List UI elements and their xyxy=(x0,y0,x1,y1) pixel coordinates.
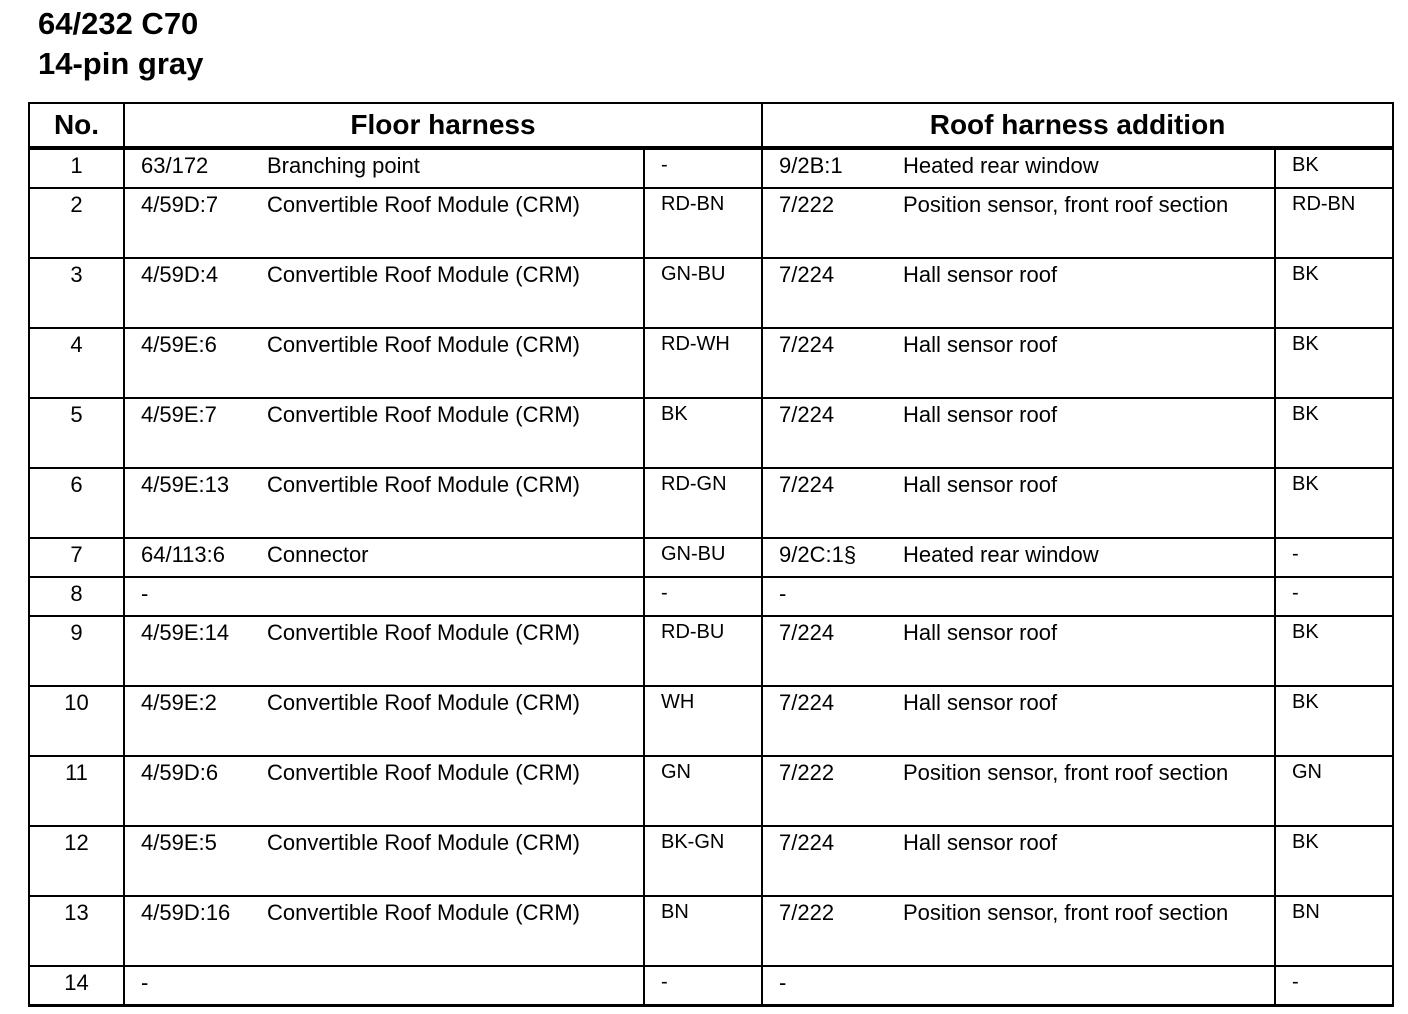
roof-code: 9/2C:1§ xyxy=(762,538,903,577)
table-row xyxy=(29,826,1393,896)
pin-number: 13 xyxy=(29,896,124,966)
roof-wire-color: BN xyxy=(1275,896,1393,966)
roof-wire-color: BK xyxy=(1275,826,1393,896)
roof-description: Heated rear window xyxy=(903,148,1275,188)
floor-wire-color: - xyxy=(644,966,762,1006)
header-roof-harness: Roof harness addition xyxy=(762,103,1393,148)
floor-code: 4/59D:7 xyxy=(124,188,267,258)
floor-wire-color: BN xyxy=(644,896,762,966)
table-row xyxy=(29,258,1393,328)
roof-wire-color: GN xyxy=(1275,756,1393,826)
header-row xyxy=(29,103,1393,148)
roof-code: 7/224 xyxy=(762,258,903,328)
pin-number: 5 xyxy=(29,398,124,468)
roof-code: 7/224 xyxy=(762,826,903,896)
floor-wire-color: RD-WH xyxy=(644,328,762,398)
floor-wire-color: GN xyxy=(644,756,762,826)
roof-description: Position sensor, front roof section xyxy=(903,896,1275,966)
floor-code: 4/59D:16 xyxy=(124,896,267,966)
floor-wire-color: GN-BU xyxy=(644,538,762,577)
floor-description: Convertible Roof Module (CRM) xyxy=(267,686,644,756)
floor-description xyxy=(267,966,644,1006)
roof-wire-color: BK xyxy=(1275,398,1393,468)
roof-wire-color: RD-BN xyxy=(1275,188,1393,258)
floor-code: 4/59E:5 xyxy=(124,826,267,896)
pin-number: 6 xyxy=(29,468,124,538)
table-row xyxy=(29,756,1393,826)
roof-wire-color: BK xyxy=(1275,686,1393,756)
roof-code: 7/224 xyxy=(762,328,903,398)
roof-wire-color: - xyxy=(1275,966,1393,1006)
table-row xyxy=(29,328,1393,398)
roof-description: Hall sensor roof xyxy=(903,686,1275,756)
roof-code: 7/222 xyxy=(762,188,903,258)
floor-description: Convertible Roof Module (CRM) xyxy=(267,258,644,328)
floor-description: Connector xyxy=(267,538,644,577)
floor-code: 64/113:6 xyxy=(124,538,267,577)
floor-wire-color: - xyxy=(644,148,762,188)
roof-description: Hall sensor roof xyxy=(903,616,1275,686)
table-row xyxy=(29,896,1393,966)
pin-table xyxy=(28,102,1394,1007)
roof-wire-color: BK xyxy=(1275,328,1393,398)
floor-wire-color: RD-BN xyxy=(644,188,762,258)
table-row xyxy=(29,398,1393,468)
floor-description: Convertible Roof Module (CRM) xyxy=(267,756,644,826)
floor-code: 4/59E:13 xyxy=(124,468,267,538)
floor-code: - xyxy=(124,577,267,616)
title-block xyxy=(38,4,203,84)
floor-code: 4/59E:6 xyxy=(124,328,267,398)
roof-description: Position sensor, front roof section xyxy=(903,188,1275,258)
header-no: No. xyxy=(29,103,124,148)
roof-description: Heated rear window xyxy=(903,538,1275,577)
roof-code: - xyxy=(762,577,903,616)
table-body xyxy=(29,148,1393,1006)
roof-description xyxy=(903,577,1275,616)
floor-wire-color: BK xyxy=(644,398,762,468)
roof-description: Hall sensor roof xyxy=(903,398,1275,468)
table-row xyxy=(29,616,1393,686)
connector-type: 14-pin gray xyxy=(38,46,204,81)
floor-code: - xyxy=(124,966,267,1006)
floor-wire-color: RD-GN xyxy=(644,468,762,538)
pin-number: 9 xyxy=(29,616,124,686)
roof-description: Hall sensor roof xyxy=(903,258,1275,328)
floor-description: Convertible Roof Module (CRM) xyxy=(267,896,644,966)
floor-description: Convertible Roof Module (CRM) xyxy=(267,188,644,258)
roof-wire-color: - xyxy=(1275,538,1393,577)
floor-description: Convertible Roof Module (CRM) xyxy=(267,616,644,686)
floor-description xyxy=(267,577,644,616)
table-row xyxy=(29,686,1393,756)
pin-number: 8 xyxy=(29,577,124,616)
floor-code: 4/59E:14 xyxy=(124,616,267,686)
roof-description: Hall sensor roof xyxy=(903,328,1275,398)
floor-code: 4/59D:4 xyxy=(124,258,267,328)
roof-code: 7/224 xyxy=(762,686,903,756)
roof-description: Hall sensor roof xyxy=(903,468,1275,538)
floor-code: 4/59E:7 xyxy=(124,398,267,468)
pin-number: 4 xyxy=(29,328,124,398)
roof-code: 7/224 xyxy=(762,398,903,468)
connector-id: 64/232 C70 xyxy=(38,6,199,41)
table-row xyxy=(29,468,1393,538)
floor-code: 4/59E:2 xyxy=(124,686,267,756)
pin-number: 10 xyxy=(29,686,124,756)
table-row xyxy=(29,966,1393,1006)
pin-number: 11 xyxy=(29,756,124,826)
pin-number: 14 xyxy=(29,966,124,1006)
roof-wire-color: - xyxy=(1275,577,1393,616)
floor-wire-color: - xyxy=(644,577,762,616)
roof-wire-color: BK xyxy=(1275,258,1393,328)
roof-code: 7/224 xyxy=(762,468,903,538)
floor-code: 4/59D:6 xyxy=(124,756,267,826)
floor-code: 63/172 xyxy=(124,148,267,188)
floor-description: Branching point xyxy=(267,148,644,188)
pin-number: 7 xyxy=(29,538,124,577)
roof-code: 7/222 xyxy=(762,756,903,826)
pin-number: 1 xyxy=(29,148,124,188)
roof-description: Hall sensor roof xyxy=(903,826,1275,896)
floor-wire-color: GN-BU xyxy=(644,258,762,328)
roof-code: 7/222 xyxy=(762,896,903,966)
table-row xyxy=(29,538,1393,577)
floor-wire-color: BK-GN xyxy=(644,826,762,896)
floor-wire-color: WH xyxy=(644,686,762,756)
roof-code: 9/2B:1 xyxy=(762,148,903,188)
roof-code: 7/224 xyxy=(762,616,903,686)
floor-description: Convertible Roof Module (CRM) xyxy=(267,328,644,398)
pin-number: 3 xyxy=(29,258,124,328)
roof-wire-color: BK xyxy=(1275,468,1393,538)
table-row xyxy=(29,148,1393,188)
table-row xyxy=(29,577,1393,616)
floor-description: Convertible Roof Module (CRM) xyxy=(267,826,644,896)
roof-wire-color: BK xyxy=(1275,148,1393,188)
roof-description: Position sensor, front roof section xyxy=(903,756,1275,826)
floor-wire-color: RD-BU xyxy=(644,616,762,686)
roof-wire-color: BK xyxy=(1275,616,1393,686)
header-floor-harness: Floor harness xyxy=(124,103,762,148)
table-row xyxy=(29,188,1393,258)
floor-description: Convertible Roof Module (CRM) xyxy=(267,468,644,538)
pin-number: 2 xyxy=(29,188,124,258)
roof-code: - xyxy=(762,966,903,1006)
pin-number: 12 xyxy=(29,826,124,896)
floor-description: Convertible Roof Module (CRM) xyxy=(267,398,644,468)
roof-description xyxy=(903,966,1275,1006)
